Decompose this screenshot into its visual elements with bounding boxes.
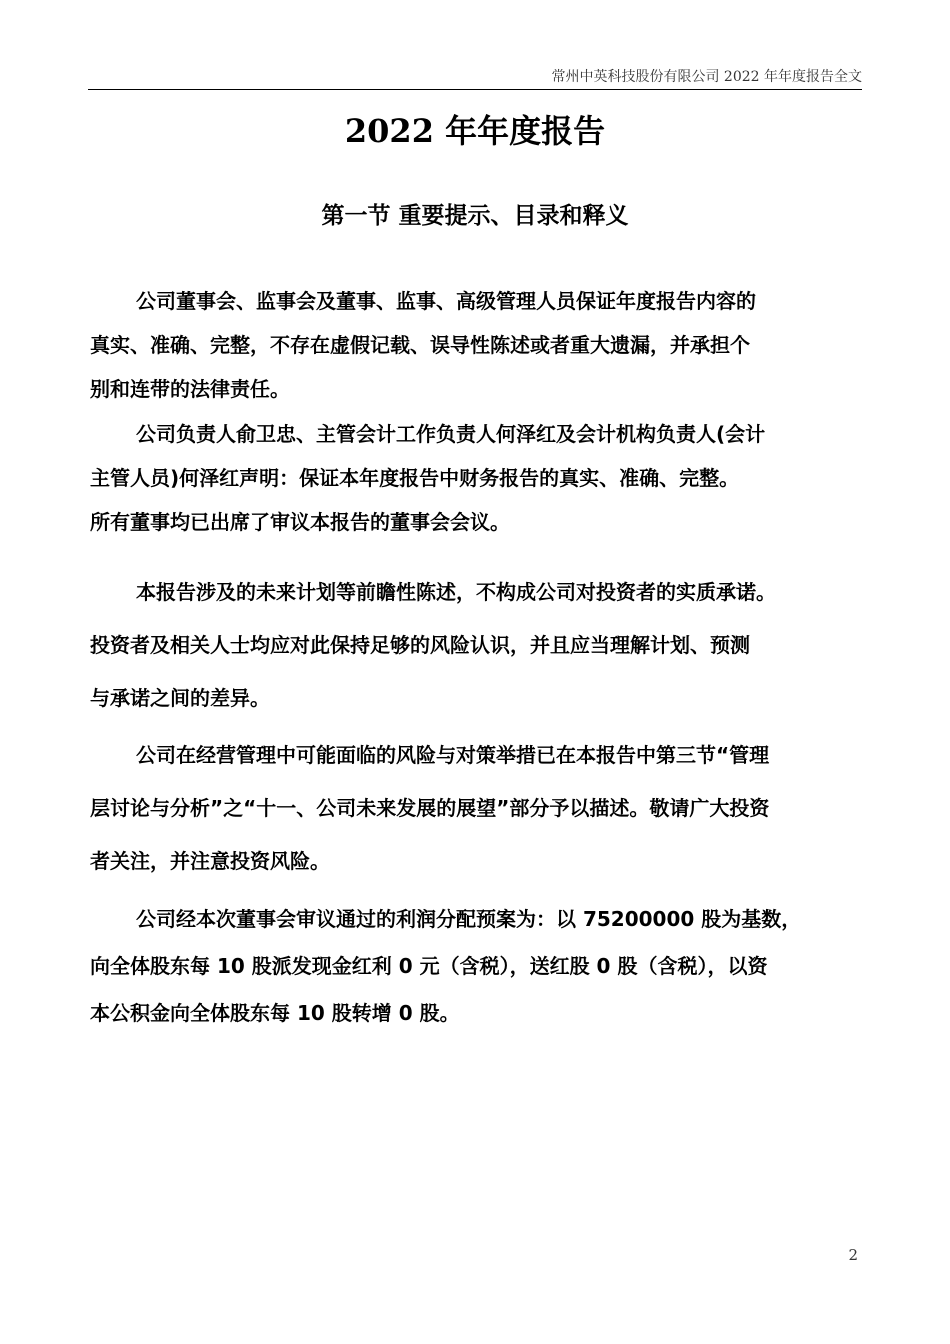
paragraph-profit-distribution bbox=[90, 896, 860, 1037]
paragraph-line: 别和连带的法律责任。 bbox=[90, 377, 290, 401]
paragraph-responsible-persons-statement bbox=[90, 412, 860, 544]
paragraph-line: 公司在经营管理中可能面临的风险与对策举措已在本报告中第三节“管理 bbox=[136, 743, 770, 767]
paragraph-board-guarantee bbox=[90, 279, 860, 411]
paragraph-forward-looking-statement bbox=[90, 566, 860, 725]
paragraph-risk-notice bbox=[90, 729, 860, 888]
paragraph-line: 与承诺之间的差异。 bbox=[90, 686, 270, 710]
section-title: 第一节 重要提示、目录和释义 bbox=[321, 203, 629, 229]
paragraph-line: 公司董事会、监事会及董事、监事、高级管理人员保证年度报告内容的 bbox=[136, 289, 756, 313]
paragraph-line: 主管人员)何泽红声明：保证本年度报告中财务报告的真实、准确、完整。 bbox=[90, 466, 740, 490]
paragraph-line: 真实、准确、完整，不存在虚假记载、误导性陈述或者重大遗漏，并承担个 bbox=[90, 333, 750, 357]
paragraph-line: 公司负责人俞卫忠、主管会计工作负责人何泽红及会计机构负责人(会计 bbox=[136, 422, 766, 446]
paragraph-line: 者关注，并注意投资风险。 bbox=[90, 849, 330, 873]
paragraph-line: 投资者及相关人士均应对此保持足够的风险认识，并且应当理解计划、预测 bbox=[90, 633, 750, 657]
paragraph-line: 所有董事均已出席了审议本报告的董事会会议。 bbox=[90, 510, 510, 534]
running-header: 常州中英科技股份有限公司 2022 年年度报告全文 bbox=[551, 69, 862, 85]
paragraph-line: 向全体股东每 10 股派发现金红利 0 元（含税），送红股 0 股（含税），以资 bbox=[90, 954, 768, 978]
paragraph-line: 本报告涉及的未来计划等前瞻性陈述，不构成公司对投资者的实质承诺。 bbox=[136, 580, 776, 604]
page-number: 2 bbox=[848, 1246, 858, 1264]
document-title: 2022 年年度报告 bbox=[344, 112, 606, 150]
header-divider bbox=[88, 89, 862, 90]
paragraph-line: 层讨论与分析”之“十一、公司未来发展的展望”部分予以描述。敬请广大投资 bbox=[90, 796, 770, 820]
paragraph-line: 本公积金向全体股东每 10 股转增 0 股。 bbox=[90, 1001, 460, 1025]
paragraph-line: 公司经本次董事会审议通过的利润分配预案为：以 75200000 股为基数， bbox=[136, 907, 802, 931]
